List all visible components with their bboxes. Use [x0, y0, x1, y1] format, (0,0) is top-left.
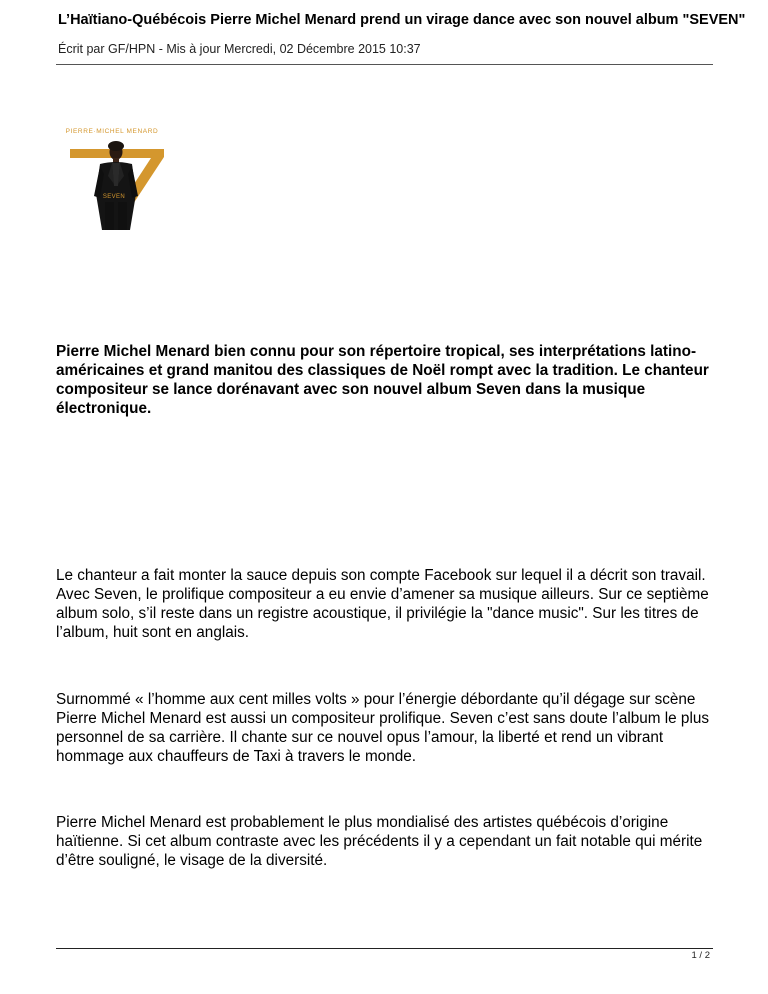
page-number: 1 / 2: [691, 950, 710, 961]
article-lede: Pierre Michel Menard bien connu pour son répertoire tropical, ses interprétations latino-américaines et grand manitou des classiques de Noël rompt avec la tradition. Le chanteur compositeur se lance dorénavant avec son nouvel album Seven dans la musique électronique.: [56, 343, 709, 417]
article-byline: Écrit par GF/HPN - Mis à jour Mercredi, 02 Décembre 2015 10:37: [58, 42, 421, 56]
cover-album-text: SEVEN: [102, 194, 126, 200]
cover-artist-text: PIERRE·MICHEL MENARD: [65, 128, 159, 135]
article-paragraph: Le chanteur a fait monter la sauce depuis son compte Facebook sur lequel il a décrit son travail. Avec Seven, le prolifique compositeur a eu envie d’amener sa musique ailleurs. Sur ce septième album solo, s’il reste dans un registre acoustique, il privilégie la "dance music". Sur les titres de l’album, huit sont en anglais.: [56, 567, 709, 641]
footer-divider: [56, 948, 713, 949]
article-paragraph: Surnommé « l’homme aux cent milles volts » pour l’énergie débordante qu’il dégage sur scène Pierre Michel Menard est aussi un compositeur prolifique. Seven c’est sans doute l’album le plus personnel de sa carrière. Il chante sur ce nouvel opus l’amour, la liberté et rend un vibrant hommage aux chauffeurs de Taxi à travers le monde.: [56, 691, 709, 765]
header-divider: [56, 64, 713, 65]
article-paragraph: Pierre Michel Menard est probablement le plus mondialisé des artistes québécois d’origine haïtienne. Si cet album contraste avec les précédents il y a cependant un fait notable qui mérite d’être souligné, le visage de la diversité.: [56, 814, 703, 869]
album-cover-art: [56, 124, 169, 230]
article-title: L’Haïtiano-Québécois Pierre Michel Menard prend un virage dance avec son nouvel album "SEVEN": [58, 12, 746, 28]
album-cover-image: [56, 124, 169, 230]
